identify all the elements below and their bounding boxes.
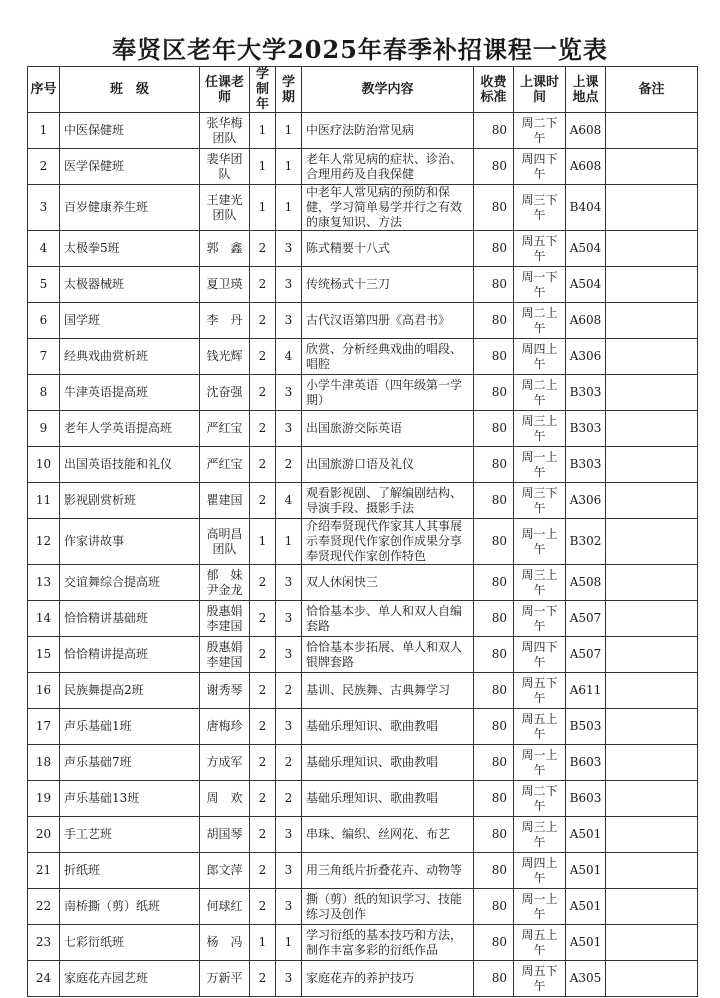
cell-no: 16 (28, 673, 60, 709)
cell-content: 古代汉语第四册《高君书》 (302, 303, 474, 339)
cell-note (606, 185, 698, 231)
cell-class: 中医保健班 (60, 113, 200, 149)
cell-teacher: 高明昌团队 (200, 519, 250, 565)
cell-note (606, 303, 698, 339)
cell-note (606, 339, 698, 375)
cell-room: A306 (566, 483, 606, 519)
cell-time: 周五上午 (514, 709, 566, 745)
cell-no: 23 (28, 925, 60, 961)
cell-room: A608 (566, 149, 606, 185)
cell-term: 2 (276, 673, 302, 709)
cell-years: 1 (250, 113, 276, 149)
cell-note (606, 483, 698, 519)
cell-class: 老年人学英语提高班 (60, 411, 200, 447)
cell-note (606, 267, 698, 303)
cell-content: 基础乐理知识、歌曲教唱 (302, 781, 474, 817)
cell-time: 周四下午 (514, 637, 566, 673)
header-room: 上课地点 (566, 67, 606, 113)
cell-room: A507 (566, 637, 606, 673)
table-row (28, 709, 698, 745)
cell-teacher: 张华梅团队 (200, 113, 250, 149)
cell-no: 2 (28, 149, 60, 185)
table-row (28, 601, 698, 637)
cell-note (606, 519, 698, 565)
cell-years: 2 (250, 817, 276, 853)
table-row (28, 745, 698, 781)
cell-years: 2 (250, 411, 276, 447)
cell-room: A501 (566, 853, 606, 889)
cell-time: 周四下午 (514, 149, 566, 185)
cell-no: 10 (28, 447, 60, 483)
table-row (28, 411, 698, 447)
cell-fee: 80 (474, 267, 514, 303)
table-row (28, 149, 698, 185)
cell-no: 1 (28, 113, 60, 149)
cell-no: 20 (28, 817, 60, 853)
cell-note (606, 601, 698, 637)
table-body (28, 113, 698, 997)
cell-no: 18 (28, 745, 60, 781)
cell-fee: 80 (474, 781, 514, 817)
cell-content: 欣赏、分析经典戏曲的唱段、唱腔 (302, 339, 474, 375)
cell-room: B302 (566, 519, 606, 565)
cell-term: 4 (276, 483, 302, 519)
table-row (28, 519, 698, 565)
header-no: 序号 (28, 67, 60, 113)
cell-term: 1 (276, 519, 302, 565)
cell-term: 3 (276, 961, 302, 997)
cell-term: 3 (276, 637, 302, 673)
cell-fee: 80 (474, 447, 514, 483)
table-row (28, 889, 698, 925)
cell-teacher: 郎文萍 (200, 853, 250, 889)
cell-term: 3 (276, 709, 302, 745)
cell-years: 2 (250, 375, 276, 411)
cell-term: 1 (276, 185, 302, 231)
cell-class: 出国英语技能和礼仪 (60, 447, 200, 483)
cell-content: 撕（剪）纸的知识学习、技能练习及创作 (302, 889, 474, 925)
cell-no: 22 (28, 889, 60, 925)
cell-term: 3 (276, 411, 302, 447)
cell-no: 19 (28, 781, 60, 817)
cell-room: B603 (566, 781, 606, 817)
cell-no: 5 (28, 267, 60, 303)
cell-fee: 80 (474, 303, 514, 339)
cell-note (606, 637, 698, 673)
cell-term: 1 (276, 113, 302, 149)
cell-room: B503 (566, 709, 606, 745)
cell-class: 南桥撕（剪）纸班 (60, 889, 200, 925)
cell-content: 恰恰基本步拓展、单人和双人银牌套路 (302, 637, 474, 673)
cell-years: 2 (250, 745, 276, 781)
cell-note (606, 925, 698, 961)
cell-room: A611 (566, 673, 606, 709)
cell-content: 双人休闲快三 (302, 565, 474, 601)
cell-term: 1 (276, 149, 302, 185)
cell-class: 声乐基础7班 (60, 745, 200, 781)
cell-content: 串珠、编织、丝网花、布艺 (302, 817, 474, 853)
cell-years: 1 (250, 149, 276, 185)
cell-class: 太极拳5班 (60, 231, 200, 267)
cell-fee: 80 (474, 889, 514, 925)
cell-room: A501 (566, 925, 606, 961)
cell-content: 家庭花卉的养护技巧 (302, 961, 474, 997)
cell-years: 1 (250, 519, 276, 565)
cell-teacher: 郁 妹 尹金龙 (200, 565, 250, 601)
table-row (28, 817, 698, 853)
cell-room: A504 (566, 267, 606, 303)
cell-teacher: 方成军 (200, 745, 250, 781)
cell-class: 折纸班 (60, 853, 200, 889)
cell-class: 手工艺班 (60, 817, 200, 853)
cell-class: 声乐基础1班 (60, 709, 200, 745)
cell-teacher: 杨 冯 (200, 925, 250, 961)
cell-teacher: 严红宝 (200, 411, 250, 447)
cell-term: 3 (276, 565, 302, 601)
cell-time: 周五上午 (514, 925, 566, 961)
cell-class: 影视剧赏析班 (60, 483, 200, 519)
header-term: 学期 (276, 67, 302, 113)
table-row (28, 781, 698, 817)
cell-content: 传统杨式十三刀 (302, 267, 474, 303)
page-title: 奉贤区老年大学2025年春季补招课程一览表 (112, 35, 608, 64)
cell-room: B404 (566, 185, 606, 231)
cell-fee: 80 (474, 565, 514, 601)
cell-time: 周一上午 (514, 447, 566, 483)
table-row (28, 673, 698, 709)
header-fee: 收费标准 (474, 67, 514, 113)
table-row (28, 113, 698, 149)
cell-note (606, 565, 698, 601)
cell-time: 周五下午 (514, 231, 566, 267)
cell-note (606, 447, 698, 483)
cell-content: 用三角纸片折叠花卉、动物等 (302, 853, 474, 889)
cell-no: 4 (28, 231, 60, 267)
cell-years: 2 (250, 961, 276, 997)
cell-class: 家庭花卉园艺班 (60, 961, 200, 997)
cell-no: 8 (28, 375, 60, 411)
table-row (28, 303, 698, 339)
cell-class: 恰恰精讲提高班 (60, 637, 200, 673)
cell-term: 3 (276, 231, 302, 267)
cell-teacher: 王建光团队 (200, 185, 250, 231)
cell-room: A504 (566, 231, 606, 267)
table-row (28, 447, 698, 483)
cell-no: 13 (28, 565, 60, 601)
cell-no: 21 (28, 853, 60, 889)
cell-class: 声乐基础13班 (60, 781, 200, 817)
cell-class: 医学保健班 (60, 149, 200, 185)
header-teacher: 任课老师 (200, 67, 250, 113)
header-time: 上课时间 (514, 67, 566, 113)
cell-no: 9 (28, 411, 60, 447)
cell-years: 1 (250, 925, 276, 961)
cell-no: 24 (28, 961, 60, 997)
cell-teacher: 严红宝 (200, 447, 250, 483)
cell-term: 3 (276, 601, 302, 637)
header-note: 备注 (606, 67, 698, 113)
cell-content: 基训、民族舞、古典舞学习 (302, 673, 474, 709)
cell-time: 周一上午 (514, 745, 566, 781)
cell-fee: 80 (474, 853, 514, 889)
cell-years: 2 (250, 483, 276, 519)
cell-years: 2 (250, 447, 276, 483)
cell-room: B303 (566, 375, 606, 411)
cell-note (606, 375, 698, 411)
header-content: 教学内容 (302, 67, 474, 113)
cell-years: 2 (250, 231, 276, 267)
cell-class: 太极器械班 (60, 267, 200, 303)
cell-term: 3 (276, 303, 302, 339)
cell-fee: 80 (474, 339, 514, 375)
table-row (28, 267, 698, 303)
cell-fee: 80 (474, 637, 514, 673)
cell-time: 周五下午 (514, 673, 566, 709)
cell-time: 周二下午 (514, 781, 566, 817)
cell-class: 国学班 (60, 303, 200, 339)
cell-note (606, 231, 698, 267)
cell-time: 周一上午 (514, 889, 566, 925)
cell-room: B603 (566, 745, 606, 781)
cell-term: 3 (276, 267, 302, 303)
cell-note (606, 673, 698, 709)
cell-fee: 80 (474, 375, 514, 411)
cell-time: 周二上午 (514, 375, 566, 411)
cell-time: 周三上午 (514, 565, 566, 601)
table-row (28, 961, 698, 997)
cell-no: 12 (28, 519, 60, 565)
cell-fee: 80 (474, 709, 514, 745)
cell-fee: 80 (474, 817, 514, 853)
cell-years: 2 (250, 673, 276, 709)
cell-term: 3 (276, 889, 302, 925)
cell-time: 周五下午 (514, 961, 566, 997)
cell-years: 2 (250, 889, 276, 925)
cell-content: 基础乐理知识、歌曲教唱 (302, 745, 474, 781)
cell-note (606, 889, 698, 925)
cell-no: 15 (28, 637, 60, 673)
cell-class: 七彩衍纸班 (60, 925, 200, 961)
cell-content: 小学牛津英语（四年级第一学期） (302, 375, 474, 411)
cell-fee: 80 (474, 185, 514, 231)
cell-no: 3 (28, 185, 60, 231)
cell-time: 周三上午 (514, 817, 566, 853)
cell-term: 2 (276, 745, 302, 781)
cell-teacher: 裴华团队 (200, 149, 250, 185)
cell-room: A501 (566, 817, 606, 853)
table-header-row (28, 67, 698, 113)
cell-term: 3 (276, 817, 302, 853)
cell-fee: 80 (474, 519, 514, 565)
cell-time: 周一上午 (514, 519, 566, 565)
cell-time: 周四上午 (514, 339, 566, 375)
cell-content: 中医疗法防治常见病 (302, 113, 474, 149)
cell-note (606, 781, 698, 817)
cell-content: 基础乐理知识、歌曲教唱 (302, 709, 474, 745)
cell-time: 周二下午 (514, 113, 566, 149)
cell-content: 出国旅游口语及礼仪 (302, 447, 474, 483)
cell-class: 恰恰精讲基础班 (60, 601, 200, 637)
cell-teacher: 唐梅珍 (200, 709, 250, 745)
cell-no: 17 (28, 709, 60, 745)
cell-teacher: 万新平 (200, 961, 250, 997)
cell-note (606, 961, 698, 997)
cell-note (606, 149, 698, 185)
cell-fee: 80 (474, 149, 514, 185)
header-class: 班 级 (60, 67, 200, 113)
cell-class: 经典戏曲赏析班 (60, 339, 200, 375)
cell-time: 周三上午 (514, 411, 566, 447)
cell-content: 恰恰基本步、单人和双人自编套路 (302, 601, 474, 637)
cell-teacher: 胡国琴 (200, 817, 250, 853)
cell-fee: 80 (474, 411, 514, 447)
table-row (28, 483, 698, 519)
cell-time: 周一下午 (514, 267, 566, 303)
cell-fee: 80 (474, 745, 514, 781)
cell-fee: 80 (474, 925, 514, 961)
cell-note (606, 745, 698, 781)
cell-time: 周三下午 (514, 185, 566, 231)
cell-teacher: 瞿建国 (200, 483, 250, 519)
cell-time: 周四上午 (514, 853, 566, 889)
cell-years: 2 (250, 565, 276, 601)
table-row (28, 637, 698, 673)
cell-content: 中老年人常见病的预防和保健，学习简单易学并行之有效的康复知识、方法 (302, 185, 474, 231)
cell-teacher: 夏卫瑛 (200, 267, 250, 303)
cell-class: 作家讲故事 (60, 519, 200, 565)
table-row (28, 853, 698, 889)
table-row (28, 231, 698, 267)
cell-years: 2 (250, 601, 276, 637)
cell-content: 陈式精要十八式 (302, 231, 474, 267)
cell-term: 2 (276, 781, 302, 817)
cell-content: 观看影视剧、了解编剧结构、导演手段、摄影手法 (302, 483, 474, 519)
cell-class: 百岁健康养生班 (60, 185, 200, 231)
cell-room: A608 (566, 303, 606, 339)
cell-content: 介绍奉贤现代作家其人其事展示奉贤现代作家创作成果分享奉贤现代作家创作特色 (302, 519, 474, 565)
cell-time: 周一下午 (514, 601, 566, 637)
cell-years: 2 (250, 637, 276, 673)
cell-note (606, 411, 698, 447)
cell-fee: 80 (474, 673, 514, 709)
header-years: 学制年 (250, 67, 276, 113)
cell-teacher: 钱光辉 (200, 339, 250, 375)
cell-no: 6 (28, 303, 60, 339)
cell-room: A508 (566, 565, 606, 601)
cell-teacher: 殷惠娟李建国 (200, 637, 250, 673)
cell-class: 交谊舞综合提高班 (60, 565, 200, 601)
cell-years: 2 (250, 339, 276, 375)
cell-room: A305 (566, 961, 606, 997)
cell-content: 出国旅游交际英语 (302, 411, 474, 447)
cell-note (606, 113, 698, 149)
cell-room: B303 (566, 447, 606, 483)
cell-room: A306 (566, 339, 606, 375)
cell-term: 4 (276, 339, 302, 375)
cell-no: 7 (28, 339, 60, 375)
cell-term: 3 (276, 375, 302, 411)
cell-time: 周二上午 (514, 303, 566, 339)
cell-note (606, 709, 698, 745)
cell-room: A608 (566, 113, 606, 149)
cell-no: 14 (28, 601, 60, 637)
cell-teacher: 殷惠娟李建国 (200, 601, 250, 637)
table-row (28, 565, 698, 601)
cell-room: A501 (566, 889, 606, 925)
table-row (28, 339, 698, 375)
cell-no: 11 (28, 483, 60, 519)
table-row (28, 185, 698, 231)
cell-fee: 80 (474, 231, 514, 267)
cell-note (606, 853, 698, 889)
cell-room: A507 (566, 601, 606, 637)
cell-years: 2 (250, 709, 276, 745)
cell-fee: 80 (474, 113, 514, 149)
cell-term: 2 (276, 447, 302, 483)
cell-teacher: 何球红 (200, 889, 250, 925)
table-row (28, 375, 698, 411)
cell-fee: 80 (474, 601, 514, 637)
cell-teacher: 郭 鑫 (200, 231, 250, 267)
cell-room: B303 (566, 411, 606, 447)
cell-years: 2 (250, 267, 276, 303)
cell-years: 2 (250, 781, 276, 817)
cell-term: 3 (276, 853, 302, 889)
cell-class: 牛津英语提高班 (60, 375, 200, 411)
cell-teacher: 谢秀琴 (200, 673, 250, 709)
cell-note (606, 817, 698, 853)
cell-content: 老年人常见病的症状、诊治、合理用药及自我保健 (302, 149, 474, 185)
cell-fee: 80 (474, 961, 514, 997)
table-row (28, 925, 698, 961)
cell-teacher: 周 欢 (200, 781, 250, 817)
cell-years: 1 (250, 185, 276, 231)
cell-years: 2 (250, 303, 276, 339)
cell-content: 学习衍纸的基本技巧和方法，制作丰富多彩的衍纸作品 (302, 925, 474, 961)
cell-teacher: 沈奋强 (200, 375, 250, 411)
cell-class: 民族舞提高2班 (60, 673, 200, 709)
cell-time: 周三下午 (514, 483, 566, 519)
cell-teacher: 李 丹 (200, 303, 250, 339)
cell-years: 2 (250, 853, 276, 889)
cell-fee: 80 (474, 483, 514, 519)
course-table (27, 66, 698, 997)
cell-term: 1 (276, 925, 302, 961)
